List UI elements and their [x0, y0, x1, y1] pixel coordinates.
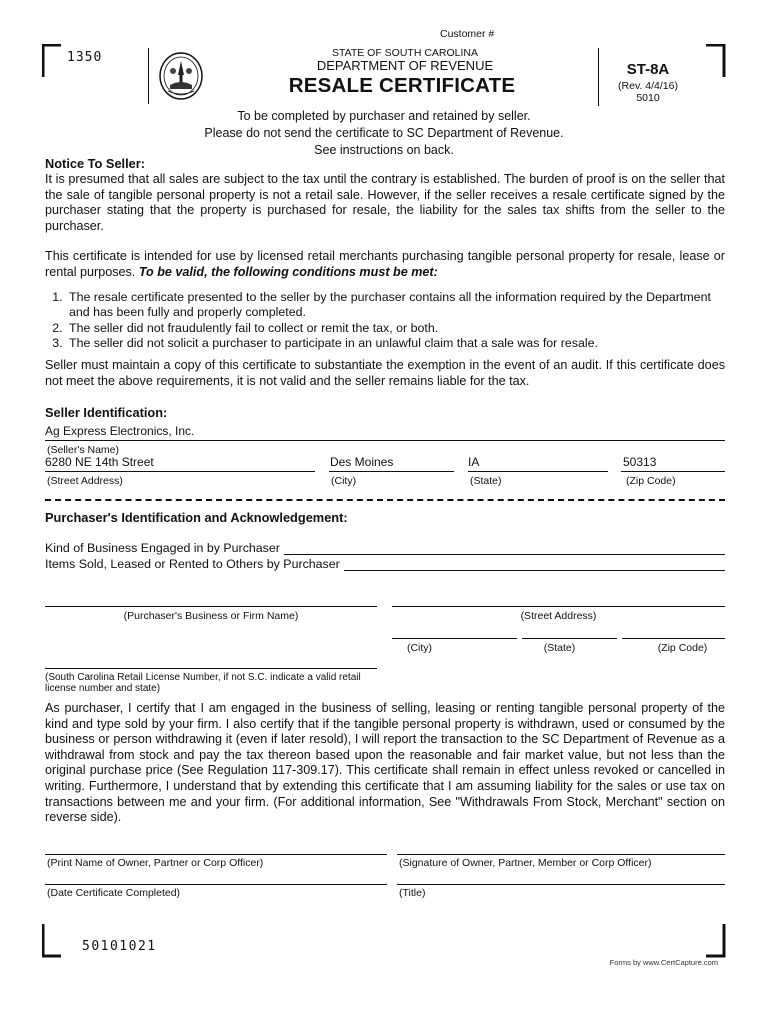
- kind-of-business-row: [45, 541, 725, 555]
- seller-state-line: [468, 471, 608, 472]
- seller-heading: Seller Identification:: [45, 405, 168, 420]
- footer-credit: Forms by www.CertCapture.com: [609, 958, 718, 967]
- form-revision: (Rev. 4/4/16): [618, 80, 678, 92]
- seller-zip-label: (Zip Code): [626, 475, 676, 487]
- title-label: (Title): [399, 887, 426, 899]
- corner-mark-bottom-left: [42, 924, 62, 958]
- purchaser-state-label: (State): [543, 642, 576, 654]
- instruction-line-1: To be completed by purchaser and retained by seller.: [237, 109, 531, 123]
- seller-name-label: (Seller's Name): [47, 444, 120, 456]
- seller-city-field[interactable]: Des Moines: [330, 455, 394, 469]
- purchaser-firm-name-label: (Purchaser's Business or Firm Name): [123, 610, 299, 622]
- notice-heading: Notice To Seller:: [45, 156, 146, 171]
- purchaser-street-field[interactable]: [392, 606, 725, 607]
- page-title: RESALE CERTIFICATE: [288, 74, 516, 97]
- form-number: 5010: [636, 92, 660, 104]
- notice-paragraph-2: [45, 249, 725, 280]
- kind-of-business-field[interactable]: [284, 542, 725, 555]
- state-seal-icon: [158, 51, 204, 101]
- corner-mark-bottom-right: [706, 924, 726, 958]
- purchaser-city-label: (City): [406, 642, 433, 654]
- notice-conditions-emphasis: To be valid, the following conditions must be met:: [138, 264, 438, 279]
- items-sold-field[interactable]: [344, 558, 725, 571]
- retail-license-label: (South Carolina Retail License Number, if not S.C. indicate a valid retail license number and state): [45, 672, 361, 694]
- seller-street-line: [45, 471, 315, 472]
- instructions-block: [150, 108, 618, 158]
- corner-mark-top-left: [42, 44, 62, 78]
- seller-street-label: (Street Address): [47, 475, 123, 487]
- date-completed-field[interactable]: [45, 884, 387, 885]
- items-sold-label: Items Sold, Leased or Rented to Others by Purchaser: [45, 557, 340, 571]
- form-code: 1350: [67, 50, 103, 65]
- purchaser-firm-name-field[interactable]: [45, 606, 377, 607]
- purchaser-street-label: (Street Address): [520, 610, 597, 622]
- condition-item: 1. The resale certificate presented to the seller by the purchaser contains all the information required by the Department and has been fully and properly completed.: [66, 290, 726, 321]
- customer-number-label: Customer #: [440, 28, 495, 40]
- header-frame-left: [148, 48, 149, 104]
- seller-city-line: [329, 471, 454, 472]
- instruction-line-2: Please do not send the certificate to SC Department of Revenue.: [204, 125, 564, 140]
- condition-item: 2. The seller did not fraudulently fail to collect or remit the tax, or both.: [66, 321, 726, 336]
- seller-city-label: (City): [331, 475, 357, 487]
- signature-field[interactable]: [397, 854, 725, 855]
- purchaser-city-field[interactable]: [392, 638, 517, 639]
- barcode-number: 50101021: [82, 939, 157, 954]
- date-completed-label: (Date Certificate Completed): [47, 887, 181, 899]
- print-name-field[interactable]: [45, 854, 387, 855]
- items-sold-row: [45, 557, 725, 571]
- signature-label: (Signature of Owner, Partner, Member or Corp Officer): [399, 857, 652, 869]
- seller-zip-field[interactable]: 50313: [623, 455, 657, 469]
- seller-name-field[interactable]: Ag Express Electronics, Inc.: [45, 424, 195, 438]
- header-department: DEPARTMENT OF REVENUE: [316, 58, 494, 73]
- instruction-line-3: See instructions on back.: [314, 142, 454, 157]
- retail-license-field[interactable]: [45, 668, 377, 669]
- conditions-list: [26, 290, 726, 352]
- condition-item: 3. The seller did not solicit a purchaser to participate in an unlawful claim that a sale was for resale.: [66, 336, 726, 351]
- purchaser-state-field[interactable]: [522, 638, 617, 639]
- print-name-label: (Print Name of Owner, Partner or Corp Officer): [47, 857, 264, 869]
- kind-of-business-label: Kind of Business Engaged in by Purchaser: [45, 541, 280, 555]
- seller-street-field[interactable]: 6280 NE 14th Street: [45, 455, 154, 469]
- corner-mark-top-right: [706, 44, 726, 78]
- section-divider: [45, 499, 725, 501]
- seller-zip-line: [621, 471, 725, 472]
- purchaser-zip-field[interactable]: [622, 638, 725, 639]
- seller-state-label: (State): [470, 475, 502, 487]
- notice-paragraph-3: Seller must maintain a copy of this certificate to substantiate the exemption in the event of an audit. If this certificate does not meet the above requirements, it is not valid and the seller remains liable for the tax.: [45, 358, 725, 388]
- form-id: ST-8A: [626, 61, 670, 78]
- seller-name-line: [45, 440, 725, 441]
- purchaser-heading: Purchaser's Identification and Acknowledgement:: [45, 510, 348, 525]
- notice-paragraph-1: It is presumed that all sales are subject to the tax until the contrary is established. The burden of proof is on the seller that the sale of tangible personal property is not a retail sale. However, if the seller receives a resale certificate signed by the purchaser stating that the property is purchased for resale, the liability for the sales tax shifts from the seller to the purchaser.: [45, 172, 725, 233]
- header-state: STATE OF SOUTH CAROLINA: [331, 47, 479, 59]
- purchaser-zip-label: (Zip Code): [657, 642, 708, 654]
- certification-paragraph: As purchaser, I certify that I am engaged in the business of selling, leasing or renting tangible personal property of the kind and type sold by your firm. I also certify that if the tangible personal property is withdrawn, used or consumed by the business or person withdrawing it (even if later resold), I will report the transaction to the SC Department of Revenue as a withdrawal from stock and pay the tax thereon based upon the reasonable and fair market value, but not less than the original purchase price (See Regulation 117-309.17). This certificate shall remain in effect unless revoked or cancelled in writing. Furthermore, I understand that by extending this certificate that I am assuming liability for the sales or use tax on transactions between me and your firm. (For additional information, See "Withdrawals From Stock, Merchant" section on reverse side).: [45, 701, 725, 825]
- notice-paragraph-2-text: This certificate is intended for use by licensed retail merchants purchasing tangible personal property for resale, lease or rental purposes.: [45, 249, 725, 279]
- seller-state-field[interactable]: IA: [468, 455, 480, 469]
- title-field[interactable]: [397, 884, 725, 885]
